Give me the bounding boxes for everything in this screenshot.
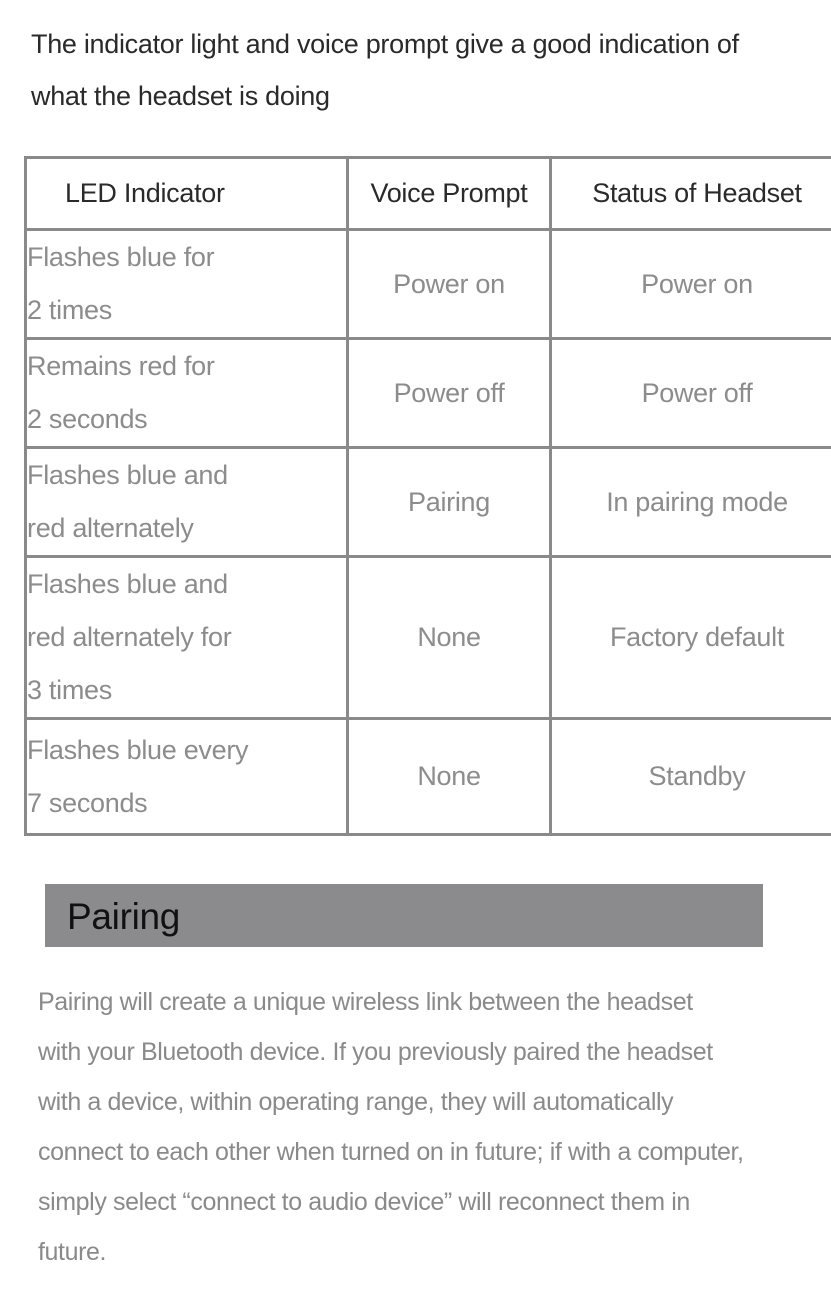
body-line: with a device, within operating range, they will automatically	[38, 1088, 674, 1116]
status-cell: Power off	[551, 339, 831, 448]
led-line: red alternately for	[27, 622, 232, 652]
led-line: Remains red for	[27, 351, 215, 381]
led-cell	[26, 339, 348, 448]
pairing-section-header	[45, 884, 763, 947]
status-cell: Standby	[551, 719, 831, 835]
header-voice-prompt: Voice Prompt	[348, 158, 551, 230]
voice-cell: Pairing	[348, 448, 551, 557]
led-line: Flashes blue and	[27, 460, 228, 490]
body-line: connect to each other when turned on in future; if with a computer,	[38, 1138, 744, 1166]
led-cell	[26, 719, 348, 835]
header-status-of-headset: Status of Headset	[551, 158, 831, 230]
voice-cell: None	[348, 719, 551, 835]
table-row	[26, 448, 831, 557]
table-row	[26, 230, 831, 339]
led-line: 2 seconds	[27, 404, 148, 434]
status-cell: Factory default	[551, 557, 831, 719]
voice-cell: Power on	[348, 230, 551, 339]
voice-cell: Power off	[348, 339, 551, 448]
led-line: 7 seconds	[27, 787, 148, 818]
header-led-indicator: LED Indicator	[26, 158, 348, 230]
voice-cell: None	[348, 557, 551, 719]
intro-line-2: what the headset is doing	[31, 81, 330, 111]
status-cell: Power on	[551, 230, 831, 339]
intro-text	[31, 18, 821, 122]
led-cell	[26, 230, 348, 339]
intro-line-1: The indicator light and voice prompt give a good indication of	[31, 29, 739, 59]
led-line: Flashes blue and	[27, 569, 228, 599]
table-row	[26, 719, 831, 835]
led-cell	[26, 448, 348, 557]
led-line: 2 times	[27, 295, 112, 325]
body-line: with your Bluetooth device. If you previously paired the headset	[38, 1038, 713, 1066]
table-row	[26, 339, 831, 448]
led-line: Flashes blue for	[27, 242, 215, 272]
body-line: future.	[38, 1238, 107, 1266]
led-line: Flashes blue every	[27, 734, 249, 765]
table-header-row	[26, 158, 831, 230]
led-indicator-table	[24, 156, 831, 836]
led-line: red alternately	[27, 513, 194, 543]
body-line: Pairing will create a unique wireless link between the headset	[38, 988, 693, 1016]
table-row	[26, 557, 831, 719]
section-title: Pairing	[67, 896, 181, 937]
pairing-description	[38, 977, 828, 1277]
status-cell: In pairing mode	[551, 448, 831, 557]
led-cell	[26, 557, 348, 719]
led-line: 3 times	[27, 675, 112, 705]
body-line: simply select “connect to audio device” will reconnect them in	[38, 1188, 690, 1216]
